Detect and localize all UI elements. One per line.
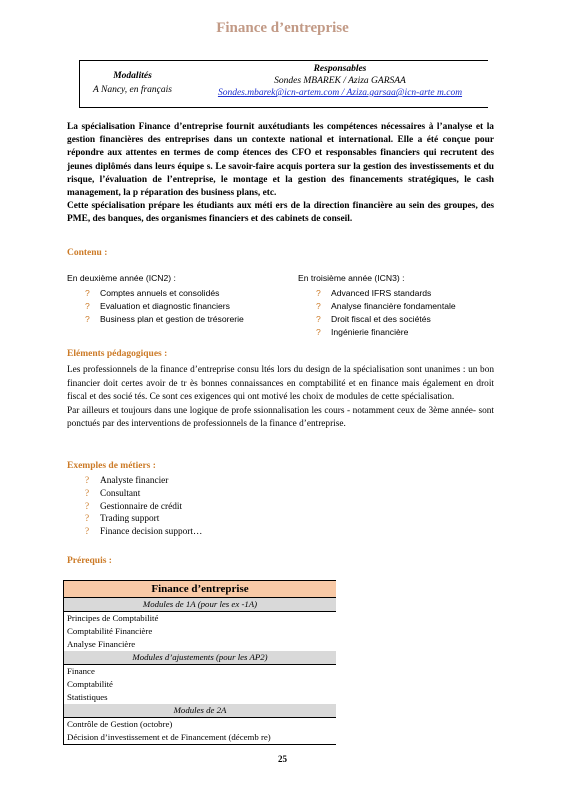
bullet-glyph: ? — [85, 488, 90, 499]
list-item-label: Evaluation et diagnostic financiers — [100, 301, 230, 311]
table-section-title: Modules de 1A (pour les ex -1A) — [64, 598, 337, 612]
list-item — [298, 313, 498, 326]
list-item — [67, 300, 287, 313]
bullet-glyph: ? — [316, 327, 321, 337]
list-item — [298, 287, 498, 300]
bullet-glyph: ? — [85, 527, 90, 538]
responsables-label: Responsables — [313, 64, 367, 74]
elements-text — [67, 364, 494, 432]
list-item-label: Business plan et gestion de trésorerie — [100, 314, 244, 324]
list-item-label: Trading support — [100, 514, 160, 525]
intro-paragraph: Cette spécialisation prépare les étudiants aux méti ers de la direction financière au sein des groupes, des PME, des banques, des organismes financiers et des cabinets de conseil. — [67, 201, 494, 225]
icn3-column — [298, 272, 498, 339]
list-item-label: Analyste financier — [100, 476, 169, 486]
bullet-glyph: ? — [316, 314, 321, 324]
bullet-glyph: ? — [85, 476, 90, 486]
icn3-title: En troisième année (ICN3) : — [298, 273, 405, 283]
bullet-glyph: ? — [316, 288, 321, 298]
page-number: 25 — [278, 754, 287, 764]
list-item-label: Analyse financière fondamentale — [331, 301, 456, 311]
responsables-emails-link[interactable]: Sondes.mbarek@icn-artem.com / Aziza.garsaa@icn-arte m.com — [217, 88, 463, 98]
list-item — [67, 287, 287, 300]
list-item-label: Consultant — [100, 488, 141, 499]
info-box — [79, 60, 488, 108]
table-row — [64, 612, 337, 626]
responsables-names: Sondes MBAREK / Aziza GARSAA — [274, 76, 406, 86]
table-cell: Comptabilité — [64, 678, 337, 691]
table-section-title: Modules de 2A — [64, 704, 337, 718]
icn2-title: En deuxième année (ICN2) : — [67, 273, 176, 283]
intro-paragraph: La spécialisation Finance d’entreprise fournit auxétudiants les compétences nécessaires à l’analyse et la gestion financières des entreprises dans un contexte national et international. Elle a été conçue pour répondre aux attentes en termes de comp étences des CFO et responsables financiers qui recrutent des jeunes diplômés dans leurs équipe s. Le savoir-faire acquis portera sur la gestion des investissements et du risque, l’évaluation de l’entreprise, le montage et la gestion des financements stratégiques, le cash management, la p réparation des business plans, etc. — [67, 122, 494, 199]
table-cell: Analyse Financière — [64, 638, 337, 651]
list-item — [67, 313, 287, 326]
list-item — [67, 475, 202, 488]
intro-text — [67, 121, 494, 227]
table-cell: Statistiques — [64, 691, 337, 704]
list-item-label: Comptes annuels et consolidés — [100, 288, 220, 298]
metiers-heading: Exemples de métiers : — [67, 461, 156, 471]
table-row — [64, 625, 337, 638]
list-item — [67, 526, 202, 539]
table-cell: Principes de Comptabilité — [64, 612, 337, 626]
elements-paragraph: Les professionnels de la finance d’entreprise consu ltés lors du design de la spécialisation sont unanimes : un bon financier doit certes avoir de tr ès bonnes connaissances en comptabilité et en finance mais également en droit fiscal et des socié tés. Ce sont ces exigences qui ont motivé les choix de modules de cette spécialisation. — [67, 365, 494, 402]
elements-paragraph: Par ailleurs et toujours dans une logique de profe ssionnalisation les cours - notamment ceux de 3ème année- sont ponctués par des interventions de professionnels de la finance d’entreprise. — [67, 405, 494, 429]
icn3-list — [298, 287, 498, 339]
prerequis-table — [63, 580, 336, 745]
modalites-block — [80, 69, 185, 97]
bullet-glyph: ? — [85, 501, 90, 512]
list-item-label: Ingénierie financière — [331, 327, 409, 337]
modalites-label: Modalités — [113, 71, 152, 81]
prerequis-heading: Prérequis : — [67, 556, 112, 566]
list-item — [67, 501, 202, 514]
bullet-glyph: ? — [316, 301, 321, 311]
list-item — [298, 326, 498, 339]
table-section-title: Modules d’ajustements (pour les AP2) — [64, 651, 337, 665]
table-cell: Comptabilité Financière — [64, 625, 337, 638]
table-cell: Décision d’investissement et de Financement (décemb re) — [64, 731, 337, 745]
bullet-glyph: ? — [85, 314, 90, 324]
table-row — [64, 638, 337, 651]
table-section-row — [64, 651, 337, 665]
table-section-row — [64, 704, 337, 718]
table-row — [64, 731, 337, 745]
metiers-block — [67, 475, 202, 539]
table-title: Finance d’entreprise — [64, 581, 337, 598]
table-cell: Finance — [64, 665, 337, 679]
responsables-block — [195, 63, 485, 99]
elements-heading: Eléments pédagogiques : — [67, 349, 168, 359]
list-item — [67, 488, 202, 501]
list-item-label: Droit fiscal et des sociétés — [331, 314, 431, 324]
modalites-value: A Nancy, en français — [93, 85, 172, 95]
table-section-row — [64, 598, 337, 612]
list-item-label: Advanced IFRS standards — [331, 288, 432, 298]
metiers-list — [67, 475, 202, 539]
icn2-list — [67, 287, 287, 326]
list-item — [67, 513, 202, 526]
list-item — [298, 300, 498, 313]
icn2-column — [67, 272, 287, 326]
table-header-row — [64, 581, 337, 598]
table-row — [64, 718, 337, 732]
table-row — [64, 665, 337, 679]
page-title: Finance d’entreprise — [216, 20, 349, 36]
bullet-glyph: ? — [85, 514, 90, 525]
table-cell: Contrôle de Gestion (octobre) — [64, 718, 337, 732]
list-item-label: Gestionnaire de crédit — [100, 501, 183, 512]
table-row — [64, 678, 337, 691]
bullet-glyph: ? — [85, 301, 90, 311]
table-row — [64, 691, 337, 704]
list-item-label: Finance decision support… — [100, 527, 203, 538]
contenu-heading: Contenu : — [67, 248, 108, 258]
bullet-glyph: ? — [85, 288, 90, 298]
